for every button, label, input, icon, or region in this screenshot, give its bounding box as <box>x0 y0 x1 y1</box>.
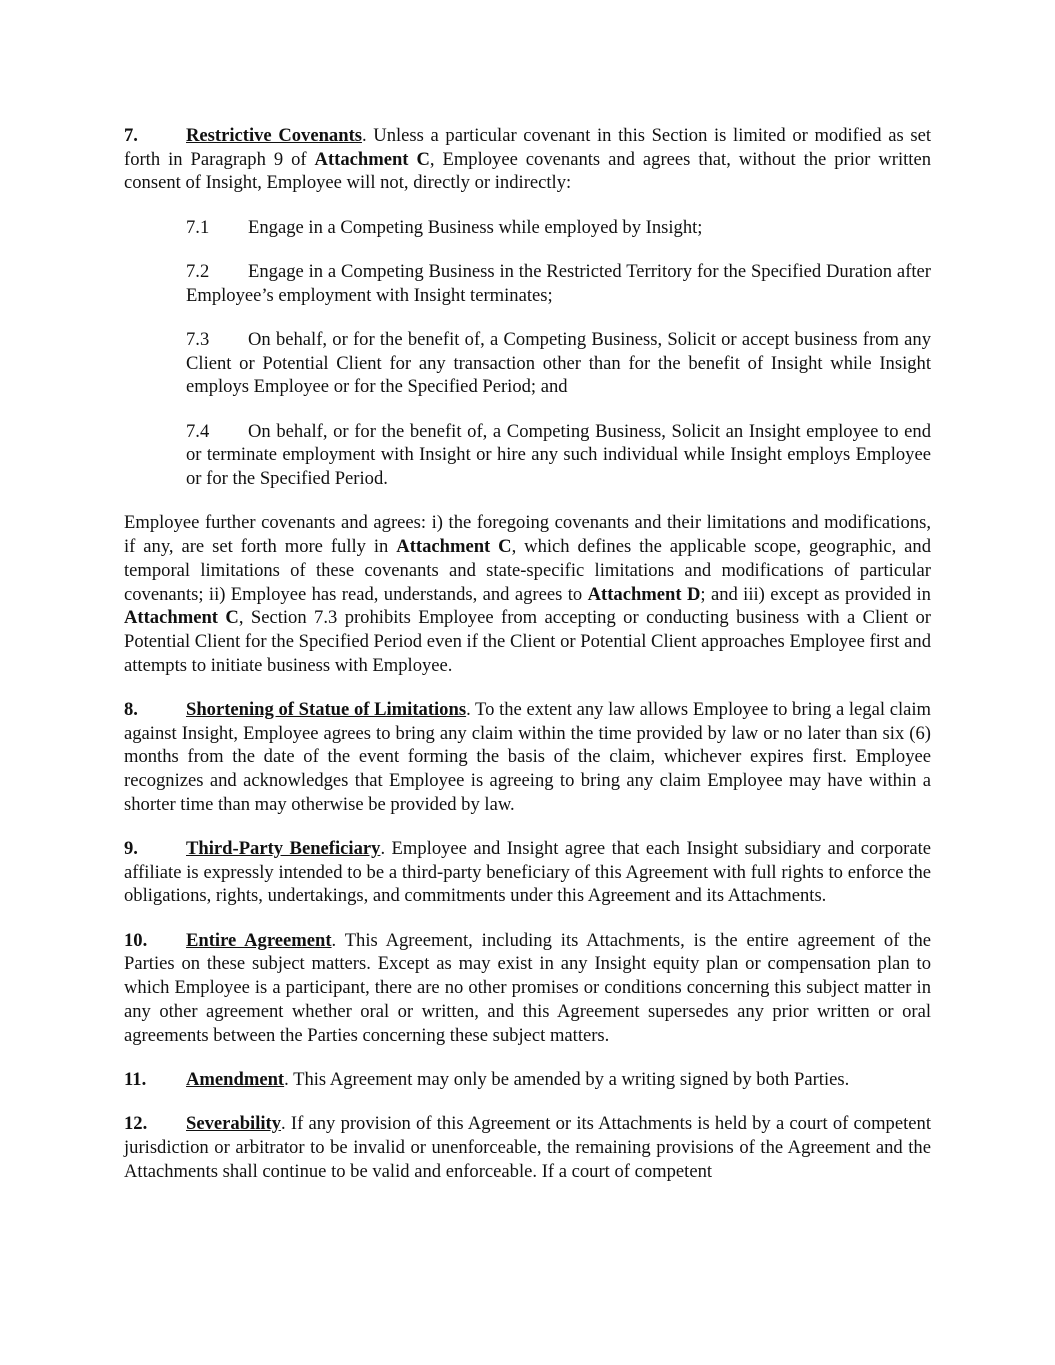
subsection-number: 7.3 <box>186 329 210 350</box>
section-heading: Shortening of Statue of Limitations <box>186 698 467 720</box>
section-8 <box>124 698 931 817</box>
section-heading: Entire Agreement <box>186 929 332 951</box>
section-number: 7. <box>124 125 138 146</box>
document-page <box>124 124 931 1204</box>
subsection-number: 7.1 <box>186 216 210 238</box>
section-text: . To the extent any law allows Employee to bring a legal claim against Insight, Employee agrees to bring any claim within the time provided by law or no later than six (6) months from the date of the event forming the basis of the claim, whichever expires first. Employee recognizes and acknowledges that Employee is agreeing to bring any claim Employee may have within a shorter time than may otherwise be provided by law. <box>124 698 931 815</box>
section-11 <box>124 1068 931 1092</box>
section-10 <box>124 929 931 1048</box>
attachment-reference: Attachment D <box>587 583 701 605</box>
attachment-reference: Attachment C <box>396 536 512 558</box>
section-text: . Employee and Insight agree that each Insight subsidiary and corporate affiliate is expressly intended to be a third-party beneficiary of this Agreement with full rights to enforce the obligations, rights, undertakings, and commitments under this Agreement and its Attachments. <box>124 838 931 907</box>
subsection-number: 7.4 <box>186 420 210 442</box>
attachment-reference: Attachment C <box>314 148 430 170</box>
subsection-text: On behalf, or for the benefit of, a Competing Business, Solicit an Insight employee to end or terminate employment with Insight or hire any such individual while Insight employs Employee or for the Specified Period. <box>186 420 931 490</box>
section-text: . This Agreement may only be amended by a writing signed by both Parties. <box>284 1068 850 1090</box>
subsection-7-1 <box>186 216 931 240</box>
section-12 <box>124 1112 931 1183</box>
section-number: 11. <box>124 1068 147 1090</box>
subsection-number: 7.2 <box>186 261 210 282</box>
attachment-reference: Attachment C <box>124 607 239 629</box>
paragraph-text: , which defines the applicable scope, geographic, and temporal limitations of these covenants and state-specific limitations and modifications of particular covenants; ii) Employee has read, understands, and agrees to <box>124 536 931 605</box>
section-text: . This Agreement, including its Attachments, is the entire agreement of the Parties on these subject matters. Except as may exist in any Insight equity plan or compensation plan to which Employee is a participant, there are no other promises or conditions concerning this subject matter in any other agreement whether oral or written, and this Agreement supersedes any prior written or oral agreements between the Parties concerning these subject matters. <box>124 929 931 1046</box>
section-number: 12. <box>124 1113 148 1135</box>
subsection-7-2 <box>186 260 931 307</box>
section-heading: Amendment <box>186 1068 285 1090</box>
section-heading: Third-Party Beneficiary <box>186 838 381 860</box>
paragraph-text: , Section 7.3 prohibits Employee from accepting or conducting business with a Client or Potential Client for the Specified Period even if the Client or Potential Client approaches Employee first and attempts to initiate business with Employee. <box>124 607 931 676</box>
section-text: . If any provision of this Agreement or its Attachments is held by a court of competent jurisdiction or arbitrator to be invalid or unenforceable, the remaining provisions of the Agreement and the Attachments shall continue to be valid and enforceable. If a court of competent <box>124 1113 931 1182</box>
section-number: 8. <box>124 698 138 720</box>
subsection-text: Engage in a Competing Business while employed by Insight; <box>248 216 703 238</box>
section-text: , Employee covenants and agrees that, without the prior written consent of Insight, Employee will not, directly or indirectly: <box>124 148 931 194</box>
section-heading: Severability <box>186 1113 282 1135</box>
subsection-7-4 <box>186 420 931 491</box>
subsection-7-3 <box>186 328 931 399</box>
section-7 <box>124 124 931 195</box>
section-heading: Restrictive Covenants <box>186 125 362 146</box>
section-text: . Unless a particular covenant in this Section is limited or modified as set forth in Paragraph 9 of <box>124 125 931 170</box>
paragraph-text: Employee further covenants and agrees: i) the foregoing covenants and their limitations and modifications, if any, are set forth more fully in <box>124 512 931 558</box>
subsection-text: Engage in a Competing Business in the Restricted Territory for the Specified Duration after Employee’s employment with Insight terminates; <box>186 261 931 306</box>
section-7-further-covenants <box>124 511 931 677</box>
section-number: 9. <box>124 838 138 860</box>
paragraph-text: ; and iii) except as provided in <box>700 583 931 605</box>
section-number: 10. <box>124 929 148 951</box>
subsection-text: On behalf, or for the benefit of, a Competing Business, Solicit or accept business from any Client or Potential Client for any transaction other than for the benefit of Insight while Insight employs Employee or for the Specified Period; and <box>186 329 931 398</box>
section-9 <box>124 837 931 908</box>
